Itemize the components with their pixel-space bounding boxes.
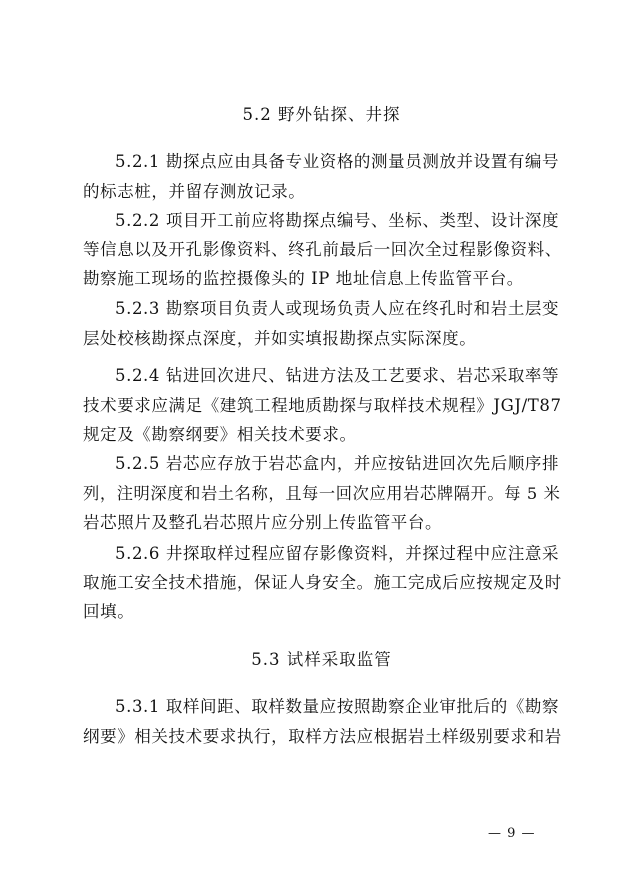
text-line: 取施工安全技术措施，保证人身安全。施工完成后应按规定及时 — [83, 573, 562, 592]
text-line: 技术要求应满足《建筑工程地质勘探与取样技术规程》JGJ/T87 — [83, 396, 562, 415]
text-line: 等信息以及开孔影像资料、终孔前最后一回次全过程影像资料、 — [83, 240, 562, 259]
text-line: 5.2.1 勘探点应由具备专业资格的测量员测放并设置有编号 — [115, 152, 560, 171]
text-line: 5.2.6 井探取样过程应留存影像资料，并探过程中应注意采 — [115, 544, 560, 563]
text-line: 5.2.4 钻进回次进尺、钻进方法及工艺要求、岩芯采取率等 — [115, 366, 560, 385]
text-line: 岩芯照片及整孔岩芯照片应分别上传监管平台。 — [83, 513, 443, 532]
page-number: — 9 — — [488, 826, 536, 841]
text-line: 的标志桩，并留存测放记录。 — [83, 182, 306, 201]
section-heading: 5.3 试样采取监管 — [251, 650, 392, 669]
text-line: 5.2.2 项目开工前应将勘探点编号、坐标、类型、设计深度 — [115, 211, 560, 230]
text-line: 勘察施工现场的监控摄像头的 IP 地址信息上传监管平台。 — [83, 269, 524, 288]
text-line: 列，注明深度和岩土名称，且每一回次应用岩芯牌隔开。每 5 米 — [83, 484, 561, 503]
text-line: 5.2.3 勘察项目负责人或现场负责人应在终孔时和岩土层变 — [115, 299, 560, 318]
text-line: 5.3.1 取样间距、取样数量应按照勘察企业审批后的《勘察 — [115, 697, 560, 716]
text-line: 5.2.5 岩芯应存放于岩芯盒内，并应按钻进回次先后顺序排 — [115, 454, 560, 473]
text-line: 规定及《勘察纲要》相关技术要求。 — [83, 425, 357, 444]
text-line: 纲要》相关技术要求执行，取样方法应根据岩土样级别要求和岩 — [83, 727, 562, 746]
text-line: 层处校核勘探点深度，并如实填报勘探点实际深度。 — [83, 329, 477, 348]
section-heading: 5.2 野外钻探、井探 — [242, 105, 401, 124]
text-line: 回填。 — [83, 602, 135, 621]
